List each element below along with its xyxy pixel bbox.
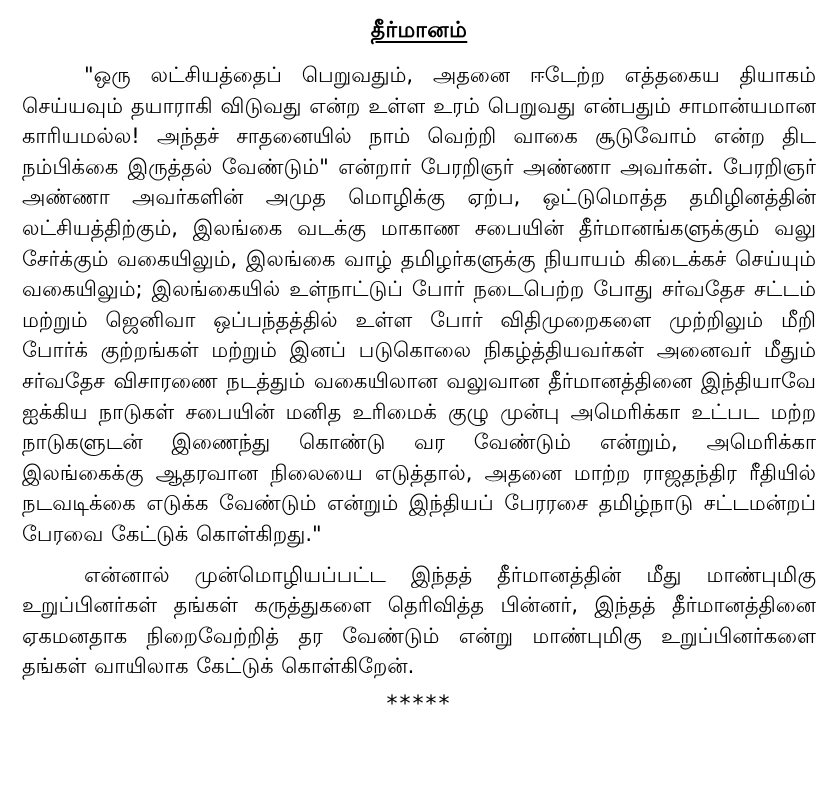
document-title: தீர்மானம் [370,18,468,43]
title-block [22,18,816,60]
paragraph-resolution: "ஒரு லட்சியத்தைப் பெறுவதும், அதனை ஈடேற்ற எத்தகைய தியாகம் செய்யவும் தயாராகி விடுவது என்ற உள்ள உரம் பெறுவது என்பதும் சாமான்யமான காரியமல்ல! அந்தச் சாதனையில் நாம் வெற்றி வாகை சூடுவோம் என்ற திட நம்பிக்கை இருத்தல் வேண்டும்" என்றார் பேரறிஞர் அண்ணா அவர்கள். பேரறிஞர் அண்ணா அவர்களின் அமுத மொழிக்கு ஏற்ப, ஒட்டுமொத்த தமிழினத்தின் லட்சியத்திற்கும், இலங்கை வடக்கு மாகாண சபையின் தீர்மானங்களுக்கும் வலு சேர்க்கும் வகையிலும், இலங்கை வாழ் தமிழர்களுக்கு நியாயம் கிடைக்கச் செய்யும் வகையிலும்; இலங்கையில் உள்நாட்டுப் போர் நடைபெற்ற போது சர்வதேச சட்டம் மற்றும் ஜெனிவா ஒப்பந்தத்தில் உள்ள போர் விதிமுறைகளை முற்றிலும் மீறி போர்க் குற்றங்கள் மற்றும் இனப் படுகொலை நிகழ்த்தியவர்கள் அனைவர் மீதும் சர்வதேச விசாரணை நடத்தும் வகையிலான வலுவான தீர்மானத்தினை இந்தியாவே ஐக்கிய நாடுகள் சபையின் மனித உரிமைக் குழு முன்பு அமெரிக்கா உட்பட மற்ற நாடுகளுடன் இணைந்து கொண்டு வர வேண்டும் என்றும், அமெரிக்கா இலங்கைக்கு ஆதரவான நிலையை எடுத்தால், அதனை மாற்ற ராஜதந்திர ரீதியில் நடவடிக்கை எடுக்க வேண்டும் என்றும் இந்தியப் பேரரசை தமிழ்நாடு சட்டமன்றப் பேரவை கேட்டுக் கொள்கிறது." [22,63,817,546]
paragraph-request: என்னால் முன்மொழியப்பட்ட இந்தத் தீர்மானத்தின் மீது மாண்புமிகு உறுப்பினர்கள் தங்கள் கருத்துகளை தெரிவித்த பின்னர், இந்தத் தீர்மானத்தினை ஏகமனதாக நிறைவேற்றித் தர வேண்டும் என்று மாண்புமிகு உறுப்பினர்களை தங்கள் வாயிலாக கேட்டுக் கொள்கிறேன். [22,562,816,679]
end-mark: ***** [386,691,452,717]
